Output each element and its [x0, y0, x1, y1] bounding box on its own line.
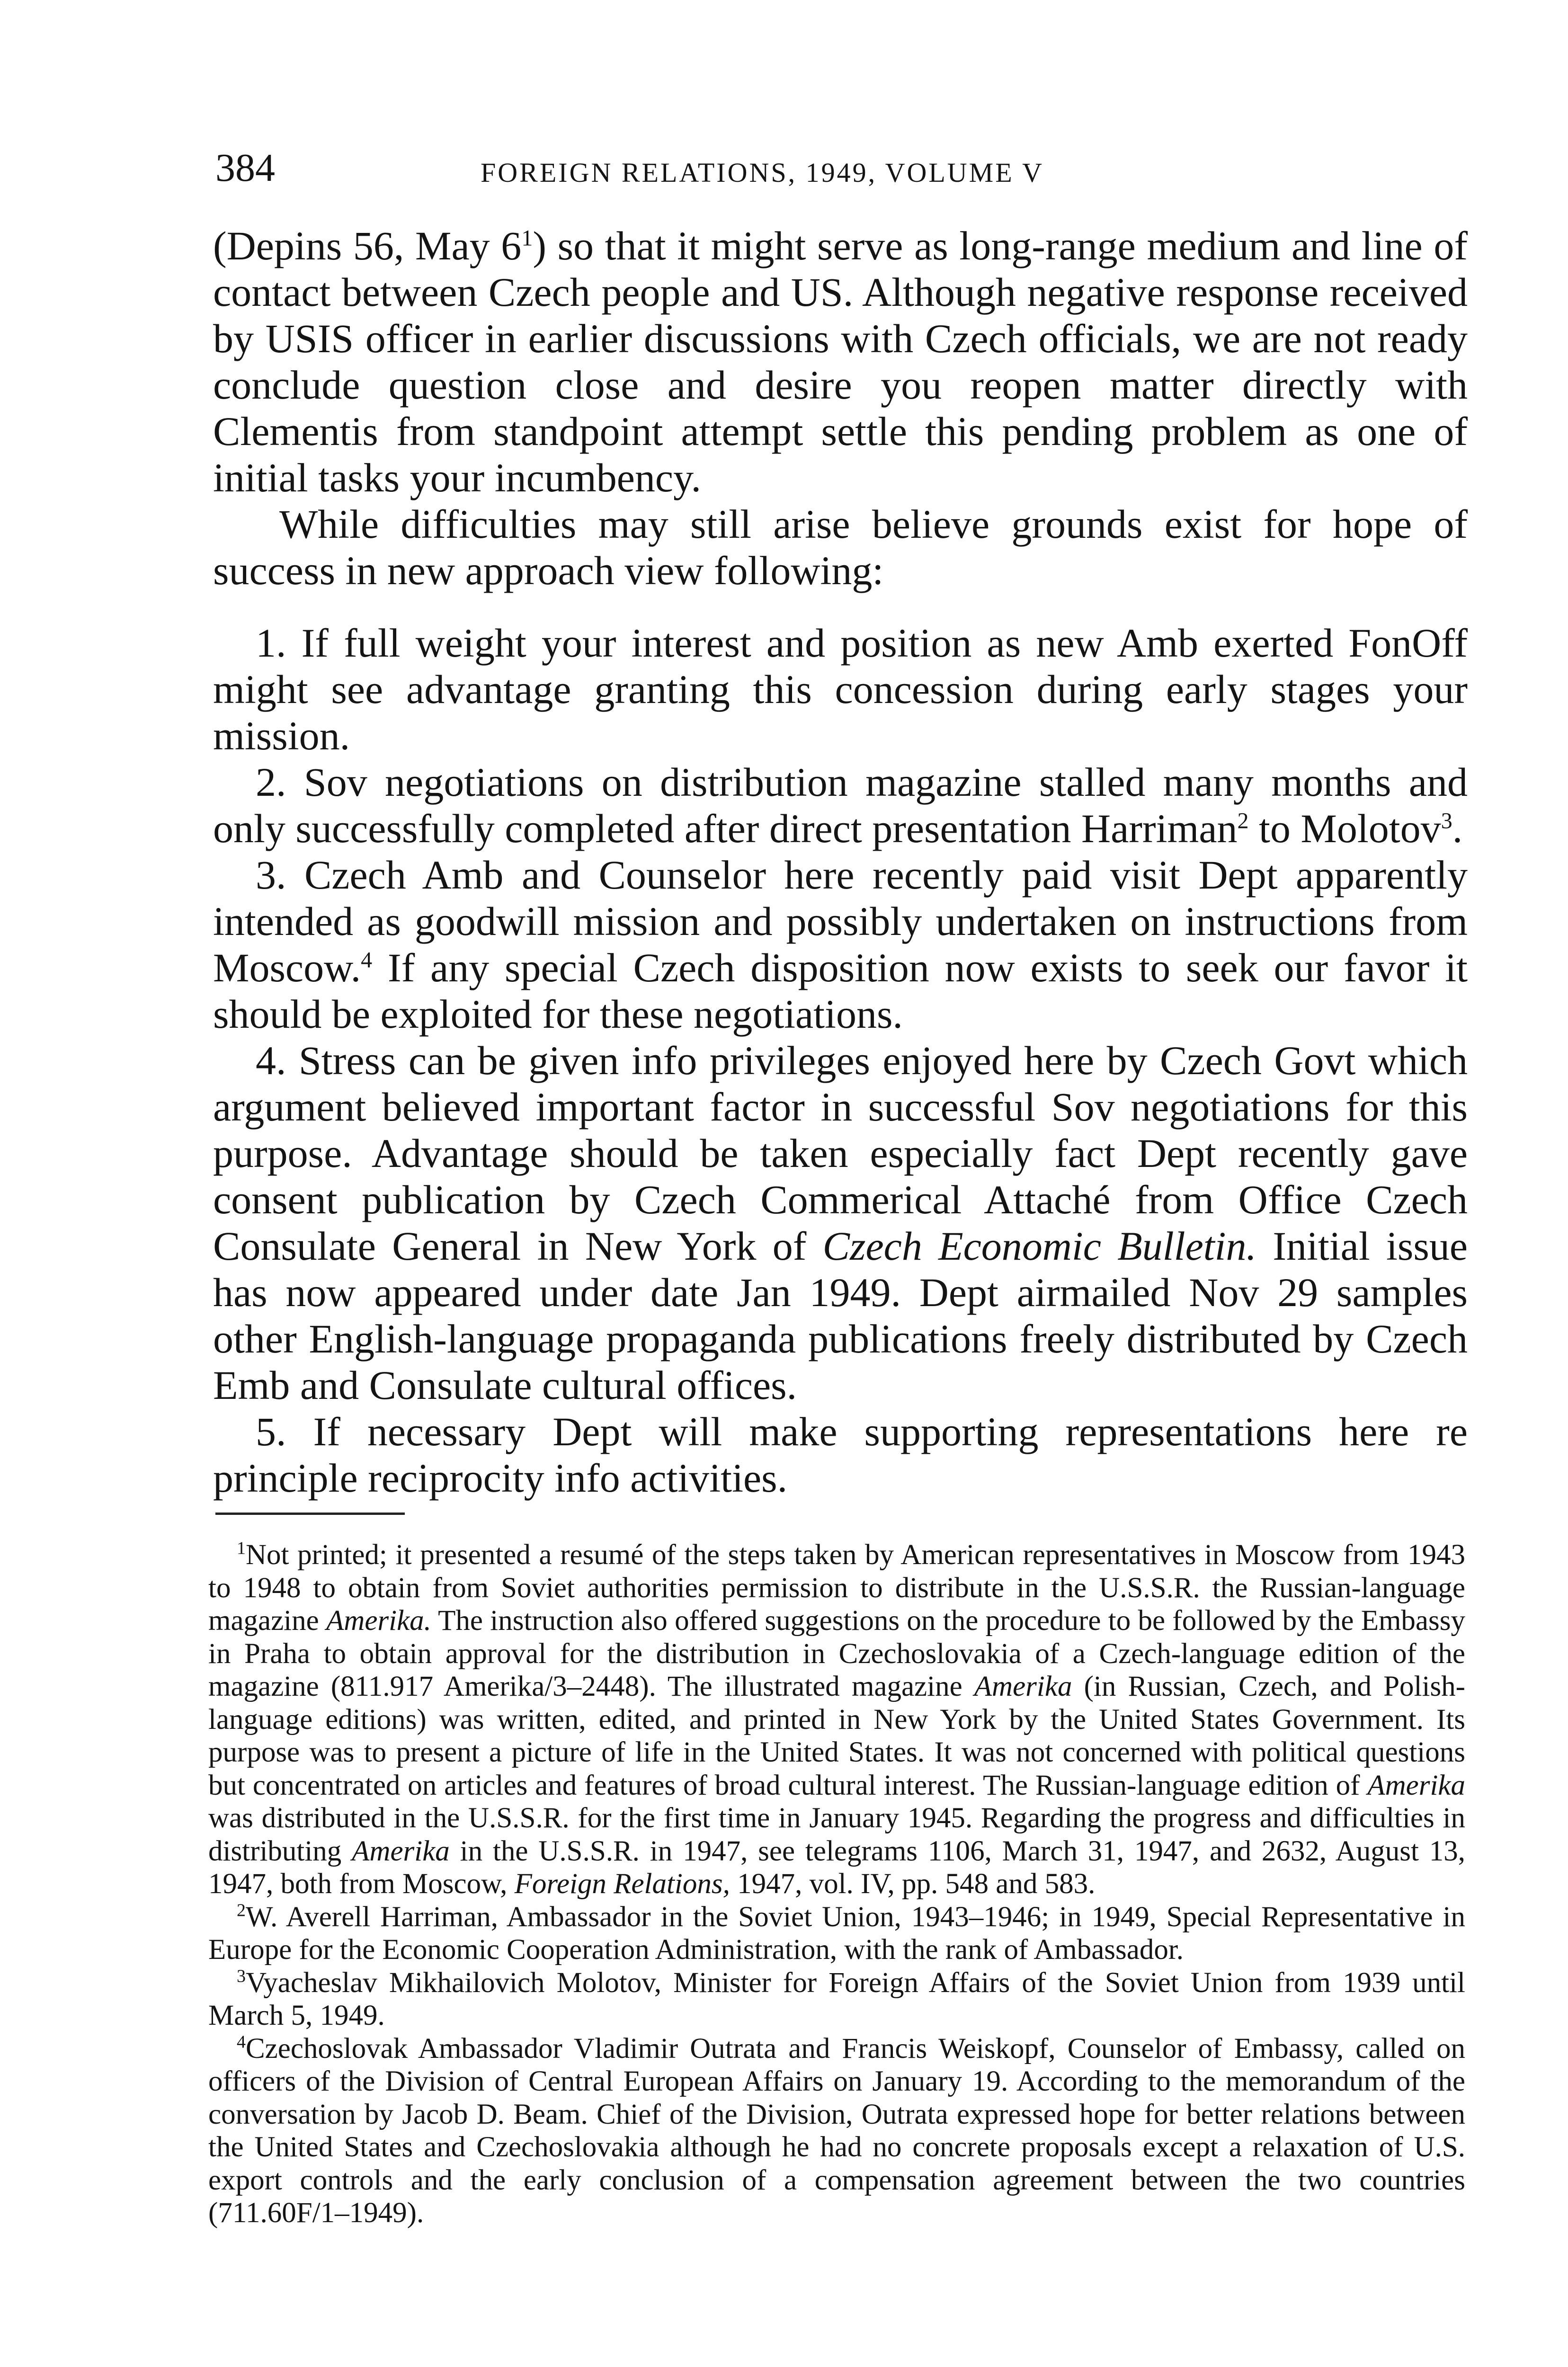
list-item-4: 4. Stress can be given info privileges enjoyed here by Czech Govt which argument believed important factor in successful Sov negotiations for this purpose. Advantage should be taken especially fact Dept recently gave consent publication by Czech Commerical Attaché from Office Czech Consulate General in New York of Czech Economic Bulletin. Initial issue has now appeared under date Jan 1949. Dept airmailed Nov 29 samples other English-language propaganda publications freely distributed by Czech Emb and Consulate cultural offices. [213, 1038, 1468, 1408]
body-text [213, 222, 1468, 1501]
footnote-ref-2[interactable]: 2 [1237, 808, 1249, 834]
footnote-2: $^2$W. Averell Harriman, Ambassador in the Soviet Union, 1943–1946; in 1949, Special Representative in Europe for the Economic Cooperation Administration, with the rank of Ambassador. [208, 1900, 1465, 1966]
list-item-5: 5. If necessary Dept will make supporting representations here re principle reciprocity info activities. [213, 1409, 1468, 1501]
page-number: 384 [215, 146, 275, 190]
footnote-ref-1[interactable]: 1 [521, 225, 533, 251]
footnote-mark: 3 [237, 1966, 246, 1986]
list-item-1: 1. If full weight your interest and position as new Amb exerted FonOff might see advantage granting this concession during early stages your mission. [213, 620, 1468, 758]
footnote-1: $^1$Not printed; it presented a resumé of the steps taken by American representatives in Moscow from 1943 to 1948 to obtain from Soviet authorities permission to distribute in the U.S.S.R. the Russian-language magazine Amerika. The instruction also offered suggestions on the procedure to be followed by the Embassy in Praha to obtain approval for the distribution in Czechoslovakia of a Czech-language edition of the magazine (811.917 Amerika/3–2448). The illustrated magazine Amerika (in Russian, Czech, and Polish-language editions) was written, edited, and printed in New York by the United States Government. Its purpose was to present a picture of life in the United States. It was not concerned with political questions but concentrated on articles and features of broad cultural interest. The Russian-language edition of Amerika was distributed in the U.S.S.R. for the first time in January 1945. Regarding the progress and difficulties in distributing Amerika in the U.S.S.R. in 1947, see telegrams 1106, March 31, 1947, and 2632, August 13, 1947, both from Moscow, Foreign Relations, 1947, vol. IV, pp. 548 and 583. [208, 1538, 1466, 1900]
paragraph-continuation: (Depins 56, May 6$^1$) so that it might serve as long-range medium and line of contact between Czech people and US. Although negative response received by USIS officer in earlier discussions with Czech officials, we are not ready conclude question close and desire you reopen matter directly with Clementis from standpoint attempt settle this pending problem as one of initial tasks your incumbency. [213, 223, 1468, 500]
footnote-4: $^4$Czechoslovak Ambassador Vladimir Outrata and Francis Weiskopf, Counselor of Embassy, called on officers of the Division of Central European Affairs on January 19. According to the memorandum of the conversation by Jacob D. Beam. Chief of the Division, Outrata expressed hope for better relations between the United States and Czechoslovakia although he had no concrete proposals except a relaxation of U.S. export controls and the early conclusion of a compensation agreement between the two countries (711.60F/1–1949). [208, 2032, 1465, 2229]
publication-title: Czech Economic Bulletin. [822, 1223, 1257, 1269]
paragraph-intro: While difficulties may still arise believe grounds exist for hope of success in new approach view following: [213, 501, 1468, 593]
footnote-ref-4[interactable]: 4 [361, 947, 373, 973]
list-item-3: 3. Czech Amb and Counselor here recently paid visit Dept apparently intended as goodwill mission and possibly undertaken on instructions from Moscow.$^4$ If any special Czech disposition now exists to seek our favor it should be exploited for these negotiations. [213, 852, 1468, 1037]
footnote-3: $^3$Vyacheslav Mikhailovich Molotov, Minister for Foreign Affairs of the Soviet Union from 1939 until March 5, 1949. [208, 1966, 1465, 2031]
footnote-mark: 1 [237, 1538, 246, 1558]
footnotes [208, 1539, 1465, 2230]
footnote-divider [215, 1513, 405, 1515]
footnote-ref-3[interactable]: 3 [1441, 808, 1452, 834]
running-head: FOREIGN RELATIONS, 1949, VOLUME V [481, 157, 1044, 188]
page-header [215, 142, 1356, 194]
footnote-mark: 4 [237, 2032, 246, 2052]
footnote-mark: 2 [237, 1900, 246, 1921]
list-item-2: 2. Sov negotiations on distribution magazine stalled many months and only successfully completed after direct presentation Harriman$^2$ to Molotov$^3$. [213, 759, 1468, 851]
